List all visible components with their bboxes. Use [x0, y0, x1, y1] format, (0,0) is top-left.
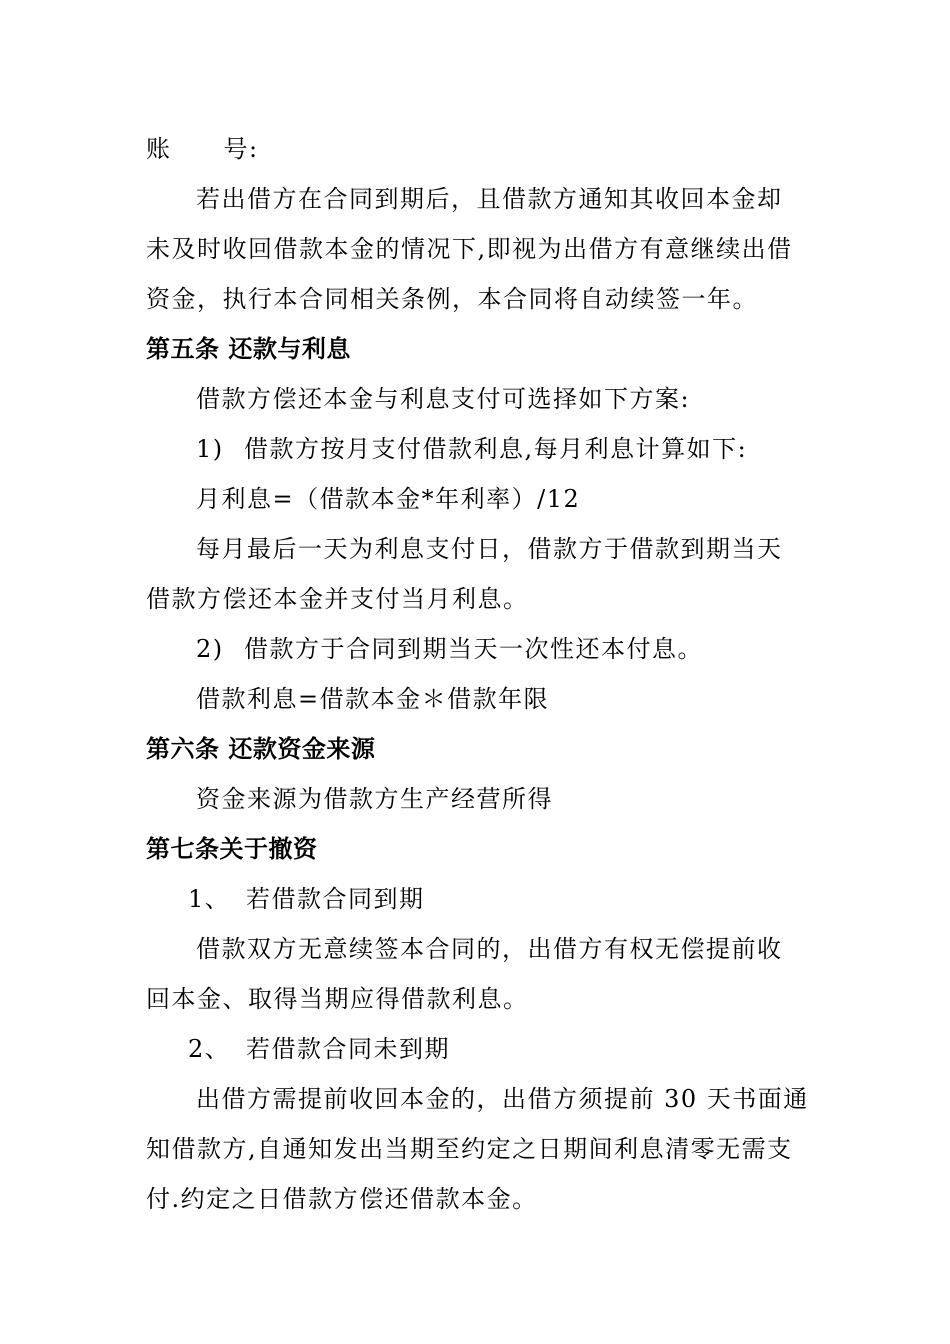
item1-paragraph-line-2: 回本金、取得当期应得借款利息。: [146, 985, 529, 1013]
account-label-right: 号:: [223, 135, 259, 163]
article7-item2: [188, 1034, 853, 1064]
article7-heading: 第七条关于撤资: [146, 835, 318, 863]
item1-text: 若借款合同到期: [246, 885, 425, 913]
article5-option1: [196, 434, 811, 464]
item2-text: 若借款合同未到期: [246, 1035, 450, 1063]
loan-interest-formula: 借款利息=借款本金＊借款年限: [196, 685, 550, 713]
article7-item1: [188, 884, 853, 914]
option1-text: 借款方按月支付借款利息,每月利息计算如下:: [244, 435, 748, 463]
option2-text: 借款方于合同到期当天一次性还本付息。: [244, 635, 703, 663]
account-label-left: 账: [146, 135, 172, 163]
article5-option2: [196, 634, 811, 664]
item1-number: 1、: [188, 885, 231, 913]
renewal-paragraph-line-2: 未及时收回借款本金的情况下,即视为出借方有意继续出借: [146, 235, 793, 263]
article6-text: 资金来源为借款方生产经营所得: [196, 785, 553, 813]
item2-number: 2、: [188, 1035, 231, 1063]
item2-paragraph-line-3: 付.约定之日借款方偿还借款本金。: [146, 1185, 538, 1213]
account-line: [146, 134, 811, 164]
option2-number: 2): [196, 635, 224, 663]
article6-heading: 第六条 还款资金来源: [146, 735, 376, 763]
item1-paragraph-line-1: 借款双方无意续签本合同的，出借方有权无偿提前收: [196, 935, 783, 963]
payday-paragraph-line-1: 每月最后一天为利息支付日，借款方于借款到期当天: [196, 535, 783, 563]
option1-number: 1): [196, 435, 224, 463]
article5-intro: 借款方偿还本金与利息支付可选择如下方案:: [196, 385, 691, 413]
item2-paragraph-line-2: 知借款方,自通知发出当期至约定之日期间利息清零无需支: [146, 1135, 793, 1163]
monthly-interest-formula: 月利息=（借款本金*年利率）/12: [196, 485, 581, 513]
item2-paragraph-line-1: 出借方需提前收回本金的，出借方须提前 30 天书面通: [196, 1085, 809, 1113]
article5-heading: 第五条 还款与利息: [146, 335, 351, 363]
renewal-paragraph-line-1: 若出借方在合同到期后，且借款方通知其收回本金却: [196, 185, 783, 213]
renewal-paragraph-line-3: 资金，执行本合同相关条例，本合同将自动续签一年。: [146, 285, 758, 313]
payday-paragraph-line-2: 借款方偿还本金并支付当月利息。: [146, 585, 529, 613]
